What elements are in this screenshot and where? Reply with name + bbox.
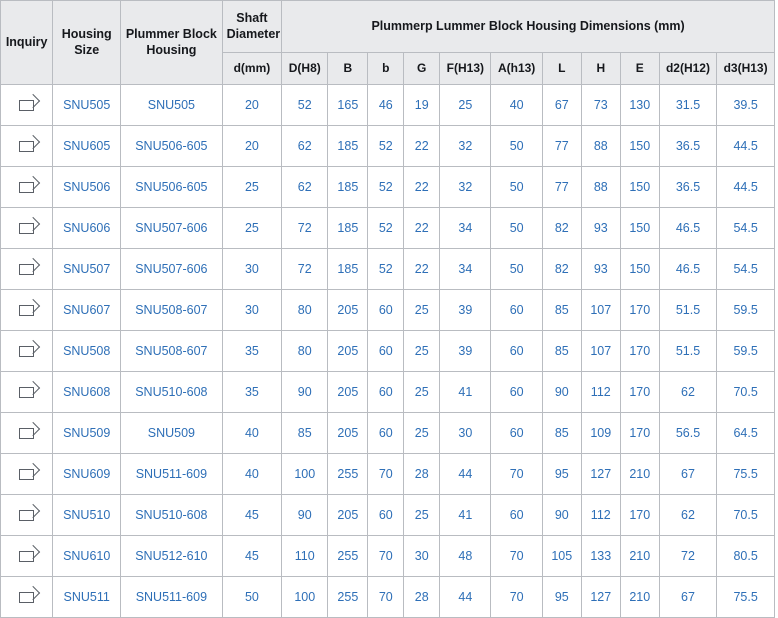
dimension-cell-L: 85 bbox=[542, 413, 581, 454]
dimension-cell-D: 80 bbox=[282, 331, 328, 372]
dimension-cell-d3: 54.5 bbox=[717, 208, 775, 249]
inquiry-cell[interactable] bbox=[1, 454, 53, 495]
dimension-cell-L: 95 bbox=[542, 577, 581, 618]
dimension-cell-H: 109 bbox=[581, 413, 620, 454]
housing-size-cell[interactable]: SNU508 bbox=[53, 331, 121, 372]
dimension-cell-d3: 59.5 bbox=[717, 290, 775, 331]
table-row bbox=[1, 536, 775, 577]
dimension-cell-d2: 51.5 bbox=[659, 331, 716, 372]
dimension-cell-d3: 80.5 bbox=[717, 536, 775, 577]
dimension-cell-d: 25 bbox=[222, 208, 282, 249]
dimension-cell-F: 39 bbox=[440, 331, 491, 372]
plummer-block-housing-cell[interactable]: SNU507-606 bbox=[121, 208, 223, 249]
dimension-cell-H: 93 bbox=[581, 249, 620, 290]
dimension-cell-L: 95 bbox=[542, 454, 581, 495]
dimension-cell-F: 48 bbox=[440, 536, 491, 577]
column-header-E: E bbox=[620, 53, 659, 85]
dimension-cell-d2: 46.5 bbox=[659, 208, 716, 249]
envelope-icon[interactable] bbox=[19, 428, 34, 439]
table-row bbox=[1, 454, 775, 495]
plummer-block-housing-cell[interactable]: SNU511-609 bbox=[121, 577, 223, 618]
dimension-cell-D: 62 bbox=[282, 126, 328, 167]
inquiry-cell[interactable] bbox=[1, 331, 53, 372]
dimension-cell-b: 60 bbox=[368, 495, 404, 536]
dimension-cell-B: 165 bbox=[328, 85, 368, 126]
dimension-cell-L: 77 bbox=[542, 126, 581, 167]
table-row bbox=[1, 126, 775, 167]
dimension-cell-E: 150 bbox=[620, 208, 659, 249]
envelope-icon[interactable] bbox=[19, 264, 34, 275]
column-header-L: L bbox=[542, 53, 581, 85]
dimension-cell-d: 45 bbox=[222, 536, 282, 577]
housing-size-cell[interactable]: SNU610 bbox=[53, 536, 121, 577]
inquiry-cell[interactable] bbox=[1, 85, 53, 126]
envelope-icon[interactable] bbox=[19, 182, 34, 193]
dimension-cell-E: 150 bbox=[620, 126, 659, 167]
dimension-cell-G: 22 bbox=[404, 167, 440, 208]
dimension-cell-b: 70 bbox=[368, 577, 404, 618]
column-header-inquiry: Inquiry bbox=[1, 1, 53, 85]
dimension-cell-d3: 75.5 bbox=[717, 454, 775, 495]
dimension-cell-D: 100 bbox=[282, 454, 328, 495]
dimension-cell-G: 19 bbox=[404, 85, 440, 126]
column-header-H: H bbox=[581, 53, 620, 85]
plummer-block-housing-cell[interactable]: SNU510-608 bbox=[121, 372, 223, 413]
plummer-block-housing-cell[interactable]: SNU511-609 bbox=[121, 454, 223, 495]
column-header-G: G bbox=[404, 53, 440, 85]
dimension-cell-L: 82 bbox=[542, 249, 581, 290]
column-header-shaft-diameter: Shaft Diameter bbox=[222, 1, 282, 53]
dimension-cell-A: 60 bbox=[491, 495, 542, 536]
table-row bbox=[1, 372, 775, 413]
dimension-cell-B: 185 bbox=[328, 208, 368, 249]
dimension-cell-b: 52 bbox=[368, 167, 404, 208]
column-header-d3-H13: d3(H13) bbox=[717, 53, 775, 85]
dimension-cell-E: 210 bbox=[620, 454, 659, 495]
inquiry-cell[interactable] bbox=[1, 290, 53, 331]
dimension-cell-F: 41 bbox=[440, 372, 491, 413]
dimension-cell-L: 77 bbox=[542, 167, 581, 208]
plummer-block-housing-cell[interactable]: SNU512-610 bbox=[121, 536, 223, 577]
dimension-cell-d3: 70.5 bbox=[717, 372, 775, 413]
dimension-cell-H: 93 bbox=[581, 208, 620, 249]
housing-size-cell[interactable]: SNU507 bbox=[53, 249, 121, 290]
dimension-cell-d3: 44.5 bbox=[717, 167, 775, 208]
dimension-cell-G: 22 bbox=[404, 208, 440, 249]
dimension-cell-A: 60 bbox=[491, 372, 542, 413]
dimension-cell-D: 85 bbox=[282, 413, 328, 454]
dimension-cell-d3: 64.5 bbox=[717, 413, 775, 454]
dimension-cell-E: 150 bbox=[620, 167, 659, 208]
plummer-block-housing-cell[interactable]: SNU510-608 bbox=[121, 495, 223, 536]
dimension-cell-d3: 59.5 bbox=[717, 331, 775, 372]
envelope-icon[interactable] bbox=[19, 100, 34, 111]
dimension-cell-D: 90 bbox=[282, 495, 328, 536]
dimension-cell-d: 50 bbox=[222, 577, 282, 618]
housing-size-cell[interactable]: SNU605 bbox=[53, 126, 121, 167]
column-header-B: B bbox=[328, 53, 368, 85]
inquiry-cell[interactable] bbox=[1, 249, 53, 290]
dimension-cell-A: 50 bbox=[491, 126, 542, 167]
column-header-dimensions-group: Plummerp Lummer Block Housing Dimensions (mm) bbox=[282, 1, 775, 53]
dimension-cell-L: 90 bbox=[542, 372, 581, 413]
dimension-cell-G: 30 bbox=[404, 536, 440, 577]
housing-size-cell[interactable]: SNU509 bbox=[53, 413, 121, 454]
dimension-cell-d2: 36.5 bbox=[659, 167, 716, 208]
dimension-cell-A: 70 bbox=[491, 454, 542, 495]
inquiry-cell[interactable] bbox=[1, 536, 53, 577]
dimension-cell-b: 52 bbox=[368, 208, 404, 249]
column-header-A-h13: A(h13) bbox=[491, 53, 542, 85]
housing-size-cell[interactable]: SNU506 bbox=[53, 167, 121, 208]
dimension-cell-D: 72 bbox=[282, 249, 328, 290]
envelope-icon[interactable] bbox=[19, 346, 34, 357]
dimension-cell-H: 133 bbox=[581, 536, 620, 577]
inquiry-cell[interactable] bbox=[1, 167, 53, 208]
dimension-cell-G: 22 bbox=[404, 126, 440, 167]
dimension-cell-d: 25 bbox=[222, 167, 282, 208]
dimension-cell-d2: 56.5 bbox=[659, 413, 716, 454]
column-header-housing-size: Housing Size bbox=[53, 1, 121, 85]
envelope-icon[interactable] bbox=[19, 469, 34, 480]
dimension-cell-D: 90 bbox=[282, 372, 328, 413]
envelope-icon[interactable] bbox=[19, 305, 34, 316]
dimension-cell-H: 107 bbox=[581, 331, 620, 372]
dimension-cell-d: 35 bbox=[222, 331, 282, 372]
table-row bbox=[1, 249, 775, 290]
dimension-cell-D: 52 bbox=[282, 85, 328, 126]
dimension-cell-D: 100 bbox=[282, 577, 328, 618]
dimension-cell-A: 50 bbox=[491, 249, 542, 290]
column-header-d-mm: d(mm) bbox=[222, 53, 282, 85]
dimension-cell-G: 25 bbox=[404, 290, 440, 331]
dimension-cell-F: 34 bbox=[440, 208, 491, 249]
dimension-cell-d3: 54.5 bbox=[717, 249, 775, 290]
dimension-cell-D: 62 bbox=[282, 167, 328, 208]
table-row bbox=[1, 167, 775, 208]
dimension-cell-L: 85 bbox=[542, 290, 581, 331]
table-body bbox=[1, 85, 775, 618]
dimension-cell-d: 40 bbox=[222, 454, 282, 495]
dimension-cell-L: 105 bbox=[542, 536, 581, 577]
dimension-cell-d: 30 bbox=[222, 290, 282, 331]
column-header-b: b bbox=[368, 53, 404, 85]
dimension-cell-A: 60 bbox=[491, 413, 542, 454]
inquiry-cell[interactable] bbox=[1, 413, 53, 454]
inquiry-cell[interactable] bbox=[1, 208, 53, 249]
dimension-cell-D: 72 bbox=[282, 208, 328, 249]
dimension-cell-A: 50 bbox=[491, 167, 542, 208]
dimension-cell-B: 205 bbox=[328, 331, 368, 372]
dimension-cell-E: 170 bbox=[620, 495, 659, 536]
plummer-block-housing-cell[interactable]: SNU509 bbox=[121, 413, 223, 454]
dimension-cell-E: 170 bbox=[620, 372, 659, 413]
dimension-cell-E: 170 bbox=[620, 290, 659, 331]
dimension-cell-B: 205 bbox=[328, 495, 368, 536]
envelope-icon[interactable] bbox=[19, 141, 34, 152]
dimension-cell-d: 45 bbox=[222, 495, 282, 536]
dimension-cell-G: 22 bbox=[404, 249, 440, 290]
dimension-cell-B: 185 bbox=[328, 249, 368, 290]
dimension-cell-G: 25 bbox=[404, 495, 440, 536]
plummer-block-housing-cell[interactable]: SNU508-607 bbox=[121, 290, 223, 331]
dimension-cell-b: 60 bbox=[368, 331, 404, 372]
dimension-cell-D: 80 bbox=[282, 290, 328, 331]
table-row bbox=[1, 495, 775, 536]
housing-size-cell[interactable]: SNU608 bbox=[53, 372, 121, 413]
dimension-cell-b: 70 bbox=[368, 454, 404, 495]
inquiry-cell[interactable] bbox=[1, 577, 53, 618]
dimension-cell-H: 73 bbox=[581, 85, 620, 126]
dimension-cell-F: 25 bbox=[440, 85, 491, 126]
column-header-F-H13: F(H13) bbox=[440, 53, 491, 85]
header-row-top bbox=[1, 1, 775, 53]
dimension-cell-B: 255 bbox=[328, 454, 368, 495]
dimension-cell-F: 44 bbox=[440, 577, 491, 618]
dimension-cell-d: 40 bbox=[222, 413, 282, 454]
table-row bbox=[1, 331, 775, 372]
dimension-cell-H: 88 bbox=[581, 167, 620, 208]
dimension-cell-D: 110 bbox=[282, 536, 328, 577]
dimension-cell-B: 205 bbox=[328, 372, 368, 413]
housing-size-cell[interactable]: SNU607 bbox=[53, 290, 121, 331]
housing-size-cell[interactable]: SNU606 bbox=[53, 208, 121, 249]
dimension-cell-b: 46 bbox=[368, 85, 404, 126]
dimension-cell-d2: 62 bbox=[659, 495, 716, 536]
dimension-cell-B: 255 bbox=[328, 577, 368, 618]
dimension-cell-G: 25 bbox=[404, 413, 440, 454]
dimension-cell-H: 107 bbox=[581, 290, 620, 331]
dimension-cell-d: 30 bbox=[222, 249, 282, 290]
housing-size-cell[interactable]: SNU511 bbox=[53, 577, 121, 618]
dimension-cell-d2: 67 bbox=[659, 454, 716, 495]
dimension-cell-H: 127 bbox=[581, 577, 620, 618]
housing-size-cell[interactable]: SNU609 bbox=[53, 454, 121, 495]
dimension-cell-H: 88 bbox=[581, 126, 620, 167]
dimension-cell-b: 60 bbox=[368, 372, 404, 413]
envelope-icon[interactable] bbox=[19, 592, 34, 603]
envelope-icon[interactable] bbox=[19, 223, 34, 234]
table-header bbox=[1, 1, 775, 85]
dimension-cell-A: 50 bbox=[491, 208, 542, 249]
dimension-cell-d2: 67 bbox=[659, 577, 716, 618]
dimension-cell-H: 112 bbox=[581, 372, 620, 413]
dimension-cell-L: 82 bbox=[542, 208, 581, 249]
dimension-cell-L: 85 bbox=[542, 331, 581, 372]
dimension-cell-d3: 70.5 bbox=[717, 495, 775, 536]
dimension-cell-F: 34 bbox=[440, 249, 491, 290]
inquiry-cell[interactable] bbox=[1, 372, 53, 413]
dimension-cell-d2: 72 bbox=[659, 536, 716, 577]
dimension-cell-A: 40 bbox=[491, 85, 542, 126]
dimension-cell-F: 44 bbox=[440, 454, 491, 495]
dimension-cell-F: 32 bbox=[440, 167, 491, 208]
housing-size-cell[interactable]: SNU505 bbox=[53, 85, 121, 126]
plummer-block-housing-cell[interactable]: SNU506-605 bbox=[121, 167, 223, 208]
dimension-cell-d: 20 bbox=[222, 85, 282, 126]
envelope-icon[interactable] bbox=[19, 387, 34, 398]
dimension-cell-E: 130 bbox=[620, 85, 659, 126]
dimension-cell-E: 170 bbox=[620, 413, 659, 454]
dimension-cell-B: 255 bbox=[328, 536, 368, 577]
dimension-cell-b: 60 bbox=[368, 413, 404, 454]
inquiry-cell[interactable] bbox=[1, 126, 53, 167]
table-row bbox=[1, 85, 775, 126]
dimension-cell-d2: 51.5 bbox=[659, 290, 716, 331]
dimension-cell-d2: 46.5 bbox=[659, 249, 716, 290]
dimension-cell-d2: 62 bbox=[659, 372, 716, 413]
dimension-cell-G: 25 bbox=[404, 331, 440, 372]
dimension-cell-d: 35 bbox=[222, 372, 282, 413]
dimension-cell-B: 205 bbox=[328, 290, 368, 331]
envelope-icon[interactable] bbox=[19, 551, 34, 562]
dimension-cell-A: 70 bbox=[491, 536, 542, 577]
dimension-cell-F: 39 bbox=[440, 290, 491, 331]
dimension-cell-E: 210 bbox=[620, 536, 659, 577]
dimension-cell-d3: 44.5 bbox=[717, 126, 775, 167]
inquiry-cell[interactable] bbox=[1, 495, 53, 536]
plummer-block-housing-cell[interactable]: SNU508-607 bbox=[121, 331, 223, 372]
housing-size-cell[interactable]: SNU510 bbox=[53, 495, 121, 536]
dimension-cell-F: 30 bbox=[440, 413, 491, 454]
dimension-cell-F: 32 bbox=[440, 126, 491, 167]
dimension-cell-b: 52 bbox=[368, 249, 404, 290]
dimension-cell-b: 70 bbox=[368, 536, 404, 577]
dimension-cell-F: 41 bbox=[440, 495, 491, 536]
table-row bbox=[1, 208, 775, 249]
table-row bbox=[1, 577, 775, 618]
dimension-cell-G: 25 bbox=[404, 372, 440, 413]
plummer-block-housing-cell[interactable]: SNU506-605 bbox=[121, 126, 223, 167]
dimension-cell-d3: 75.5 bbox=[717, 577, 775, 618]
dimension-cell-H: 127 bbox=[581, 454, 620, 495]
dimension-cell-G: 28 bbox=[404, 454, 440, 495]
dimension-cell-B: 185 bbox=[328, 126, 368, 167]
plummer-block-housing-cell[interactable]: SNU505 bbox=[121, 85, 223, 126]
dimension-cell-b: 52 bbox=[368, 126, 404, 167]
dimension-cell-B: 185 bbox=[328, 167, 368, 208]
dimension-cell-d2: 31.5 bbox=[659, 85, 716, 126]
dimension-cell-d3: 39.5 bbox=[717, 85, 775, 126]
dimension-cell-L: 90 bbox=[542, 495, 581, 536]
dimension-cell-L: 67 bbox=[542, 85, 581, 126]
dimension-cell-b: 60 bbox=[368, 290, 404, 331]
dimension-cell-G: 28 bbox=[404, 577, 440, 618]
dimension-cell-d2: 36.5 bbox=[659, 126, 716, 167]
column-header-plummer-block-housing: Plummer Block Housing bbox=[121, 1, 223, 85]
dimension-cell-E: 170 bbox=[620, 331, 659, 372]
dimension-cell-E: 150 bbox=[620, 249, 659, 290]
plummer-block-housing-cell[interactable]: SNU507-606 bbox=[121, 249, 223, 290]
dimension-cell-E: 210 bbox=[620, 577, 659, 618]
dimension-cell-d: 20 bbox=[222, 126, 282, 167]
column-header-D-H8: D(H8) bbox=[282, 53, 328, 85]
table-row bbox=[1, 413, 775, 454]
envelope-icon[interactable] bbox=[19, 510, 34, 521]
column-header-d2-H12: d2(H12) bbox=[659, 53, 716, 85]
dimension-cell-B: 205 bbox=[328, 413, 368, 454]
dimension-cell-A: 60 bbox=[491, 331, 542, 372]
dimension-cell-A: 70 bbox=[491, 577, 542, 618]
dimension-cell-A: 60 bbox=[491, 290, 542, 331]
dimension-cell-H: 112 bbox=[581, 495, 620, 536]
table-row bbox=[1, 290, 775, 331]
